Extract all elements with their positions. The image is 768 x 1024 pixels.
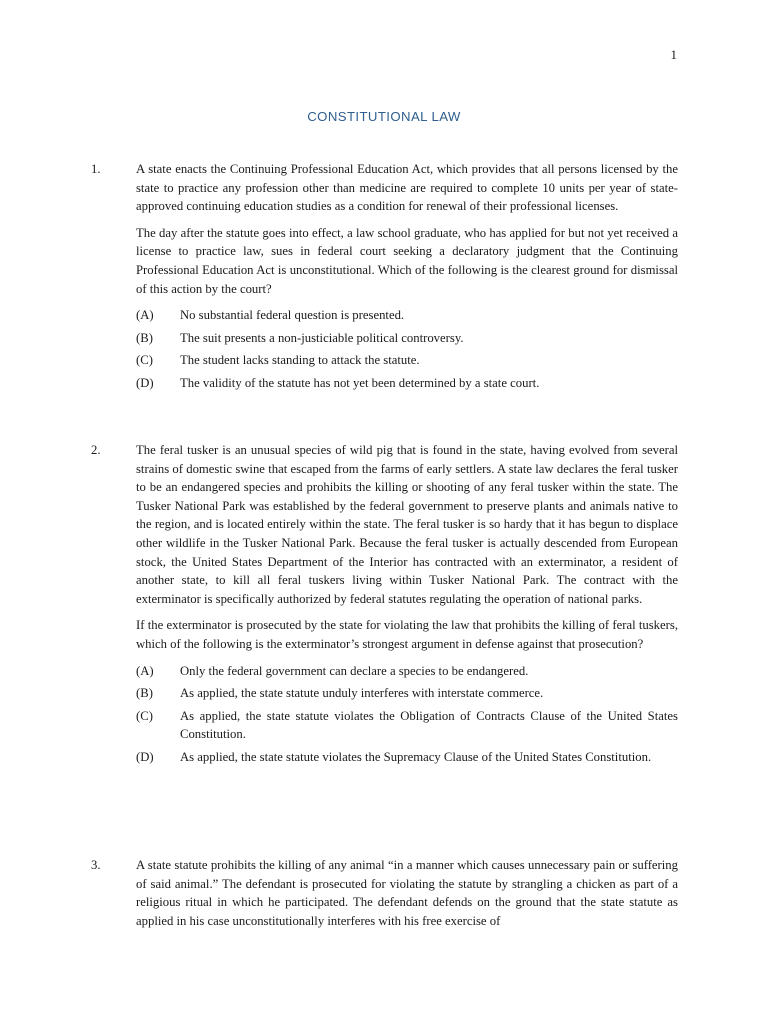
choice-text: The validity of the statute has not yet been determined by a state court. — [180, 375, 540, 390]
answer-choice-c — [136, 351, 678, 370]
question-paragraph: A state enacts the Continuing Professional Education Act, which provides that all persons licensed by the state to practice any profession other than medicine are required to complete 10 units per year of state-approved continuing education studies as a condition for renewal of their professional licenses. — [136, 162, 678, 214]
choice-letter: (B) — [136, 330, 153, 345]
answer-choice-d — [136, 748, 678, 767]
question-3 — [91, 856, 678, 938]
choice-letter: (C) — [136, 353, 153, 368]
choice-letter: (B) — [136, 686, 153, 701]
question-number: 2. — [91, 443, 101, 457]
answer-choice-d — [136, 374, 678, 393]
question-2 — [91, 441, 678, 771]
question-paragraph: If the exterminator is prosecuted by the state for violating the law that prohibits the killing of feral tuskers, which of the following is the exterminator’s strongest argument in defense against that prosecution? — [136, 618, 678, 651]
choice-text: As applied, the state statute unduly interferes with interstate commerce. — [180, 686, 544, 701]
question-number: 1. — [91, 162, 101, 176]
question-1 — [91, 160, 678, 397]
choice-text: No substantial federal question is presented. — [180, 308, 405, 323]
choice-text: The suit presents a non-justiciable political controversy. — [180, 330, 464, 345]
choice-text: Only the federal government can declare a species to be endangered. — [180, 663, 529, 678]
choice-text: As applied, the state statute violates the Obligation of Contracts Clause of the United States Constitution. — [180, 708, 678, 742]
question-body — [136, 856, 678, 930]
choice-letter: (A) — [136, 308, 154, 323]
answer-choice-b — [136, 329, 678, 348]
choice-letter: (D) — [136, 749, 154, 764]
answer-choices — [136, 662, 678, 767]
question-paragraph: A state statute prohibits the killing of any animal “in a manner which causes unnecessary pain or suffering of said animal.” The defendant is prosecuted for violating the statute by strangling a chicken as part of a religious ritual in which he participated. The defendant defends on the ground that the state statute as applied in his case unconstitutionally interferes with his free exercise of — [136, 858, 678, 928]
answer-choice-a — [136, 662, 678, 681]
choice-text: As applied, the state statute violates the Supremacy Clause of the United States Constitution. — [180, 749, 652, 764]
question-number: 3. — [91, 858, 101, 872]
choice-text: The student lacks standing to attack the statute. — [180, 353, 420, 368]
question-paragraph: The feral tusker is an unusual species of wild pig that is found in the state, having evolved from several strains of domestic swine that escaped from the farms of early settlers. A state law declares the feral tusker to be an endangered species and prohibits the killing or shooting of any feral tusker within the state. The Tusker National Park was established by the federal government to preserve plants and animals native to the region, and is located entirely within the state. The feral tusker is so hardy that it has begun to displace other wildlife in the Tusker National Park. Because the feral tusker is actually descended from European stock, the United States Department of the Interior has contracted with an exterminator, a resident of another state, to kill all feral tuskers living within Tusker National Park. The contract with the exterminator is specifically authorized by federal statutes regulating the operation of national parks. — [136, 443, 678, 606]
question-body — [136, 441, 678, 767]
question-body — [136, 160, 678, 393]
answer-choice-c — [136, 707, 678, 744]
question-paragraph: The day after the statute goes into effect, a law school graduate, who has applied for but not yet received a license to practice law, sues in federal court seeking a declaratory judgment that the Continuing Professional Education Act is unconstitutional. Which of the following is the clearest ground for dismissal of this action by the court? — [136, 225, 678, 296]
document-title: CONSTITUTIONAL LAW — [307, 109, 461, 124]
choice-letter: (C) — [136, 708, 153, 723]
choice-letter: (D) — [136, 375, 154, 390]
answer-choice-a — [136, 306, 678, 325]
answer-choice-b — [136, 684, 678, 703]
page-number: 1 — [670, 47, 677, 62]
answer-choices — [136, 306, 678, 392]
choice-letter: (A) — [136, 663, 154, 678]
